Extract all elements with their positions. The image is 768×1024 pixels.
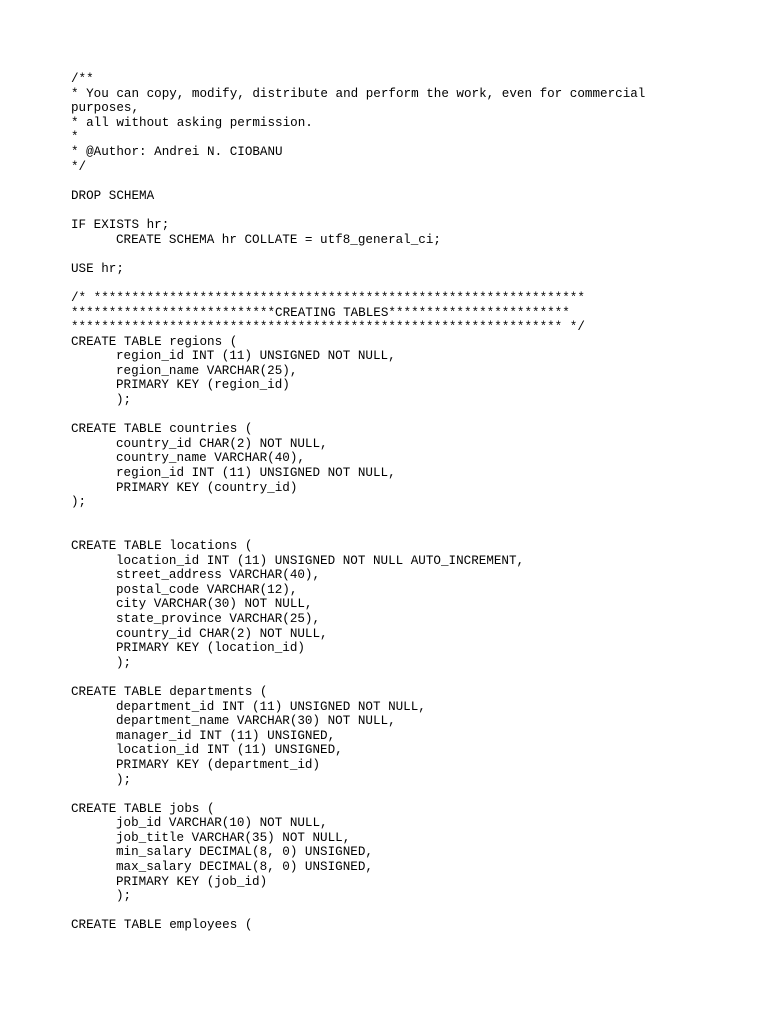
blank-line	[71, 203, 731, 218]
code-line: job_id VARCHAR(10) NOT NULL,	[116, 816, 328, 831]
code-line: PRIMARY KEY (job_id)	[116, 874, 268, 889]
code-line: CREATE TABLE countries (	[71, 422, 253, 437]
code-line: * You can copy, modify, distribute and perform the work, even for commercial	[71, 86, 646, 101]
code-line: job_title VARCHAR(35) NOT NULL,	[116, 830, 351, 845]
code-line: country_id CHAR(2) NOT NULL,	[116, 626, 328, 641]
code-line: );	[116, 393, 132, 408]
code-line: *	[71, 130, 79, 145]
code-line: );	[116, 889, 132, 904]
code-line: CREATE TABLE jobs (	[71, 801, 215, 816]
code-line: PRIMARY KEY (department_id)	[116, 757, 321, 772]
code-line: PRIMARY KEY (country_id)	[116, 480, 298, 495]
code-line: * @Author: Andrei N. CIOBANU	[71, 144, 283, 159]
blank-line	[71, 276, 731, 291]
code-line: */	[71, 159, 87, 174]
code-line: );	[116, 772, 132, 787]
blank-line	[71, 787, 731, 802]
code-line: /**	[71, 72, 94, 86]
blank-line	[71, 408, 731, 423]
code-line: department_id INT (11) UNSIGNED NOT NULL,	[116, 699, 426, 714]
code-line: city VARCHAR(30) NOT NULL,	[116, 597, 313, 612]
code-line: );	[71, 495, 87, 510]
code-line: department_name VARCHAR(30) NOT NULL,	[116, 714, 396, 729]
code-line: region_id INT (11) UNSIGNED NOT NULL,	[116, 349, 396, 364]
code-line: country_name VARCHAR(40),	[116, 451, 305, 466]
code-line: ***************************************************************** */	[71, 320, 585, 335]
sql-document	[71, 72, 731, 933]
code-line: min_salary DECIMAL(8, 0) UNSIGNED,	[116, 845, 373, 860]
blank-line	[71, 174, 731, 189]
code-line: purposes,	[71, 101, 140, 116]
code-line: );	[116, 655, 132, 670]
code-line: max_salary DECIMAL(8, 0) UNSIGNED,	[116, 860, 373, 875]
code-line: location_id INT (11) UNSIGNED NOT NULL AUTO_INCREMENT,	[116, 553, 525, 568]
blank-line	[71, 904, 731, 919]
code-line: DROP SCHEMA	[71, 188, 155, 203]
code-line: state_province VARCHAR(25),	[116, 611, 321, 626]
code-line: region_id INT (11) UNSIGNED NOT NULL,	[116, 466, 396, 481]
code-line: manager_id INT (11) UNSIGNED,	[116, 728, 336, 743]
code-line: PRIMARY KEY (region_id)	[116, 378, 290, 393]
code-line: postal_code VARCHAR(12),	[116, 582, 298, 597]
blank-line	[71, 510, 731, 525]
code-line: CREATE TABLE locations (	[71, 539, 253, 553]
code-line: USE hr;	[71, 261, 124, 276]
code-line: * all without asking permission.	[71, 115, 313, 130]
code-line: CREATE SCHEMA hr COLLATE = utf8_general_ci;	[116, 232, 441, 247]
code-line: PRIMARY KEY (location_id)	[116, 641, 305, 656]
code-line: country_id CHAR(2) NOT NULL,	[116, 436, 328, 451]
code-line: IF EXISTS hr;	[71, 217, 170, 232]
blank-line	[71, 247, 731, 262]
code-line: region_name VARCHAR(25),	[116, 363, 298, 378]
code-line: CREATE TABLE departments (	[71, 684, 268, 699]
code-line: CREATE TABLE regions (	[71, 334, 238, 349]
code-line: ***************************CREATING TABLES************************	[71, 305, 570, 320]
blank-line	[71, 524, 731, 539]
code-line: /* *****************************************************************	[71, 290, 585, 305]
blank-line	[71, 670, 731, 685]
code-line: location_id INT (11) UNSIGNED,	[116, 743, 343, 758]
code-line: street_address VARCHAR(40),	[116, 568, 321, 583]
code-line: CREATE TABLE employees (	[71, 918, 253, 933]
